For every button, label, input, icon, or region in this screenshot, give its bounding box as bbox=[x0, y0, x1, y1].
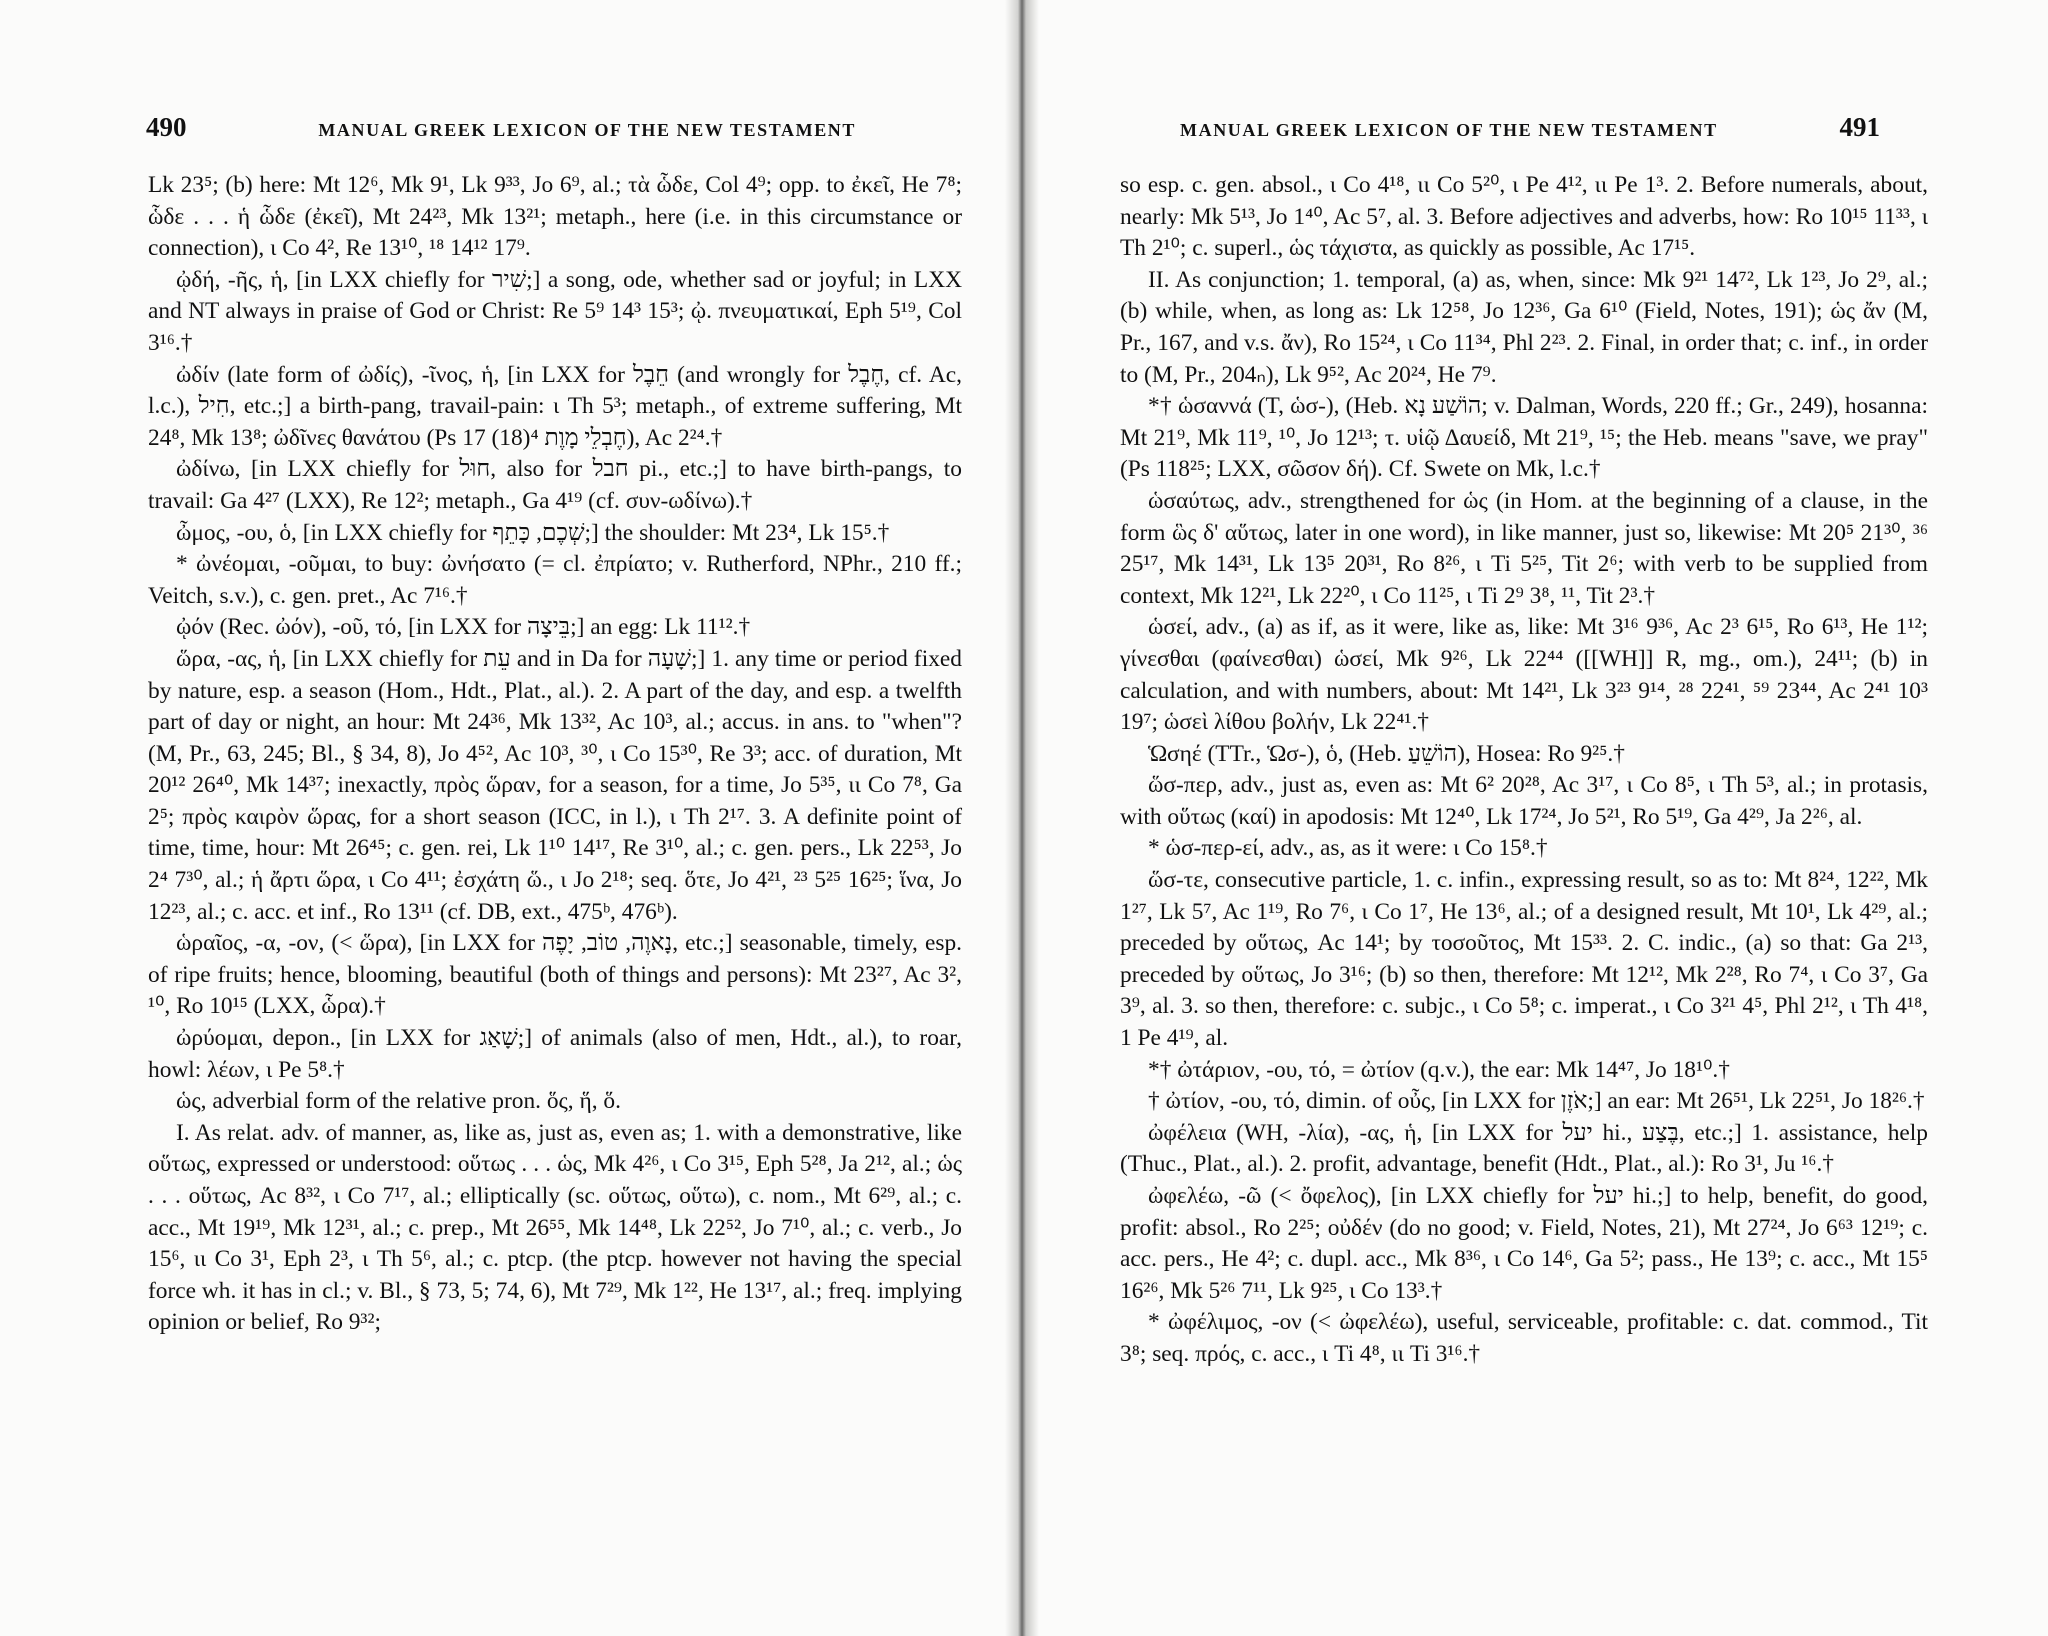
right-running-title: MANUAL GREEK LEXICON OF THE NEW TESTAMENT bbox=[1180, 120, 1718, 140]
entry-ode: ᾠδή, -ῆς, ἡ, [in LXX chiefly for שִׁיר;] a song, ode, whether sad or joyful; in LXX and NT always in praise of God or Christ: Re 5⁹ 14³ 15³; ᾠ. πνευματικαί, Eph 5¹⁹, Col 3¹⁶.† bbox=[148, 266, 962, 356]
entry-oryomai: ὠρύομαι, depon., [in LXX for שָׁאַג;] of animals (also of men, Hdt., al.), to roar, howl: λέων, ι Pe 5⁸.† bbox=[148, 1025, 962, 1083]
entry-hosanna: *† ὡσαννά (T, ὡσ-), (Heb. הוֹשַׁע נָא; v. Dalman, Words, 220 ff.; Gr., 249), hosanna: Mt 21⁹, Mk 11⁹, ¹⁰, Jo 12¹³; τ. υἱῷ Δαυείδ, Mt 21⁹, ¹⁵; the Heb. means "save, we pray" (Ps 118²⁵; LXX, σῶσον δή). Cf. Swete on Mk, l.c.† bbox=[1120, 393, 1928, 483]
right-page bbox=[1020, 0, 2048, 1636]
right-running-head bbox=[1180, 112, 1880, 152]
entry-hosei: ὡσεί, adv., (a) as if, as it were, like as, like: Mt 3¹⁶ 9³⁶, Ac 2³ 6¹⁵, Ro 6¹³, He 1¹²; γίνεσθαι (φαίνεσθαι) ὡσεί, Mk 9²⁶, Lk 22⁴⁴ ([[WH]] R, mg., om.), 24¹¹; (b) in calculation, and with numbers, about: Mt 14²¹, Lk 3²³ 9¹⁴, ²⁸ 22⁴¹, ⁵⁹ 23⁴⁴, Ac 2⁴¹ 10³ 19⁷; ὡσεὶ λίθου βολήν, Lk 22⁴¹.† bbox=[1120, 614, 1928, 736]
entry-odino: ὠδίνω, [in LXX chiefly for חוּל, also for חבל pi., etc.;] to have birth-pangs, to travail: Ga 4²⁷ (LXX), Re 12²; metaph., Ga 4¹⁹ (cf. συν-ωδίνω).† bbox=[148, 456, 962, 514]
left-running-head bbox=[146, 112, 856, 152]
left-page bbox=[0, 0, 1016, 1636]
entry-hosperei: * ὡσ-περ-εί, adv., as, as it were: ι Co 15⁸.† bbox=[1148, 835, 1548, 862]
entry-omos: ὦμος, -ου, ὁ, [in LXX chiefly for שְׁכֶם, כָּתֵף;] the shoulder: Mt 23⁴, Lk 15⁵.† bbox=[176, 519, 890, 546]
entry-hosautos: ὡσαύτως, adv., strengthened for ὡς (in Hom. at the beginning of a clause, in the form ὣς δ' αὕτως, later in one word), in like manner, just so, likewise: Mt 20⁵ 21³⁰, ³⁶ 25¹⁷, Mk 14³¹, Lk 13⁵ 20³¹, Ro 8²⁶, ι Ti 5²⁵, Tit 2⁶; with verb to be supplied from context, Mk 12²¹, Lk 22²⁰, ι Co 11²⁵, ι Ti 2⁹ 3⁸, ¹¹, Tit 2³.† bbox=[1120, 487, 1928, 609]
entry-oneomai: * ὠνέομαι, -οῦμαι, to buy: ὠνήσατο (= cl. ἐπρίατο; v. Rutherford, NPhr., 210 ff.; Veitch, s.v.), c. gen. pret., Ac 7¹⁶.† bbox=[148, 551, 962, 609]
entry-opheleia: ὠφέλεια (WH, -λία), -ας, ἡ, [in LXX for יעל hi., בֶּצַע, etc.;] 1. assistance, help (Thuc., Plat., al.). 2. profit, advantage, benefit (Hdt., Plat., al.): Ro 3¹, Ju ¹⁶.† bbox=[1120, 1119, 1928, 1178]
entry-odin: ὠδίν (late form of ὠδίς), -ῖνος, ἡ, [in LXX for חֵבֶל (and wrongly for חֶבֶל, cf. Ac, l.c.), חִיל, etc.;] a birth-pang, travail-pain: ι Th 5³; metaph., of extreme suffering, Mt 24⁸, Mk 13⁸; ὠδῖνες θανάτου (Ps 17 (18)⁴ חֶבְלֵי מָוֶת), Ac 2²⁴.† bbox=[148, 361, 963, 451]
entry-otion: † ὠτίον, -ου, τό, dimin. of οὖς, [in LXX for אֹזֶן;] an ear: Mt 26⁵¹, Lk 22⁵¹, Jo 18²⁶.† bbox=[1148, 1088, 1925, 1115]
right-page-number: 491 bbox=[1839, 112, 1880, 142]
entry-hos: ὡς, adverbial form of the relative pron. ὅς, ἥ, ὅ. bbox=[176, 1088, 621, 1115]
entry-oon: ᾠόν (Rec. ὠόν), -οῦ, τό, [in LXX for בֵּיצָה;] an egg: Lk 11¹².† bbox=[176, 614, 751, 641]
left-text-block bbox=[148, 170, 962, 1339]
entry-otarion: *† ὠτάριον, -ου, τό, = ὠτίον (q.v.), the ear: Mk 14⁴⁷, Jo 18¹⁰.† bbox=[1148, 1056, 1730, 1083]
entry-hos-section-1: I. As relat. adv. of manner, as, like as, just as, even as; 1. with a demonstrative, like οὕτως, expressed or understood: οὕτως . . . ὡς, Mk 4²⁶, ι Co 3¹⁵, Eph 5²⁸, Ja 2¹², al.; ὡς . . . οὕτως, Ac 8³², ι Co 7¹⁷, al.; elliptically (sc. οὕτως, οὕτω), c. nom., Mt 6²⁹, al.; c. acc., Mt 19¹⁹, Mk 12³¹, al.; c. prep., Mt 26⁵⁵, Mk 14⁴⁸, Lk 22⁵², Jo 7¹⁰, al.; c. verb., Jo 15⁶, ιι Co 3¹, Eph 2³, ι Th 5⁶, al.; c. ptcp. (the ptcp. however not having the special force wh. it has in cl.; v. Bl., § 73, 5; 74, 6), Mt 7²⁹, Mk 1²², He 13¹⁷, al.; freq. implying opinion or belief, Ro 9³²; bbox=[148, 1119, 962, 1336]
entry-hosea: Ὡσηέ (TTr., Ὡσ-), ὁ, (Heb. הוֹשֵׁעַ), Hosea: Ro 9²⁵.† bbox=[1148, 740, 1625, 767]
entry-continuation: Lk 23⁵; (b) here: Mt 12⁶, Mk 9¹, Lk 9³³, Jo 6⁹, al.; τὰ ὧδε, Col 4⁹; opp. to ἐκεῖ, He 7⁸; ὧδε . . . ἡ ὧδε (ἐκεῖ), Mt 24²³, Mk 13²¹; metaph., here (i.e. in this circumstance or connection), ι Co 4², Re 13¹⁰, ¹⁸ 14¹² 17⁹. bbox=[148, 172, 962, 262]
entry-horaios: ὡραῖος, -α, -ον, (< ὥρα), [in LXX for נָאוֶה, טוֹב, יָפֶה, etc.;] seasonable, timely, esp. of ripe fruits; hence, blooming, beautiful (both of things and persons): Mt 23²⁷, Ac 3², ¹⁰, Ro 10¹⁵ (LXX, ὧρα).† bbox=[148, 930, 962, 1020]
entry-hos-continuation: so esp. c. gen. absol., ι Co 4¹⁸, ιι Co 5²⁰, ι Pe 4¹², ιι Pe 1³. 2. Before numerals, about, nearly: Mk 5¹³, Jo 1⁴⁰, Ac 5⁷, al. 3. Before adjectives and adverbs, how: Ro 10¹⁵ 11³³, ι Th 2¹⁰; c. superl., ὡς τάχιστα, as quickly as possible, Ac 17¹⁵. bbox=[1120, 172, 1928, 262]
entry-ophelimos: * ὠφέλιμος, -ον (< ὠφελέω), useful, serviceable, profitable: c. dat. commod., Tit 3⁸; seq. πρός, c. acc., ι Ti 4⁸, ιι Ti 3¹⁶.† bbox=[1120, 1309, 1928, 1367]
right-text-block bbox=[1120, 170, 1928, 1371]
entry-hoste: ὥσ-τε, consecutive particle, 1. c. infin., expressing result, so as to: Mt 8²⁴, 12²², Mk 1²⁷, Lk 5⁷, Ac 1¹⁹, Ro 7⁶, ι Co 1⁷, He 13⁶, al.; of a designed result, Mt 10¹, Lk 4²⁹, al.; preceded by οὕτως, Ac 14¹; by τοσοῦτος, Mt 15³³. 2. C. indic., (a) so that: Ga 2¹³, preceded by οὕτως, Jo 3¹⁶; (b) so then, therefore: Mt 12¹², Mk 2²⁸, Ro 7⁴, ι Co 3⁷, Ga 3⁹, al. 3. so then, therefore: c. subjc., ι Co 5⁸; c. imperat., ι Co 3²¹ 4⁵, Phl 2¹², ι Th 4¹⁸, 1 Pe 4¹⁹, al. bbox=[1120, 867, 1928, 1052]
entry-hosper: ὥσ-περ, adv., just as, even as: Mt 6² 20²⁸, Ac 3¹⁷, ι Co 8⁵, ι Th 5³, al.; in protasis, with οὕτως (καί) in apodosis: Mt 12⁴⁰, Lk 17²⁴, Jo 5²¹, Ro 5¹⁹, Ga 4²⁹, Ja 2²⁶, al. bbox=[1120, 772, 1928, 830]
left-page-number: 490 bbox=[146, 112, 187, 142]
entry-hora: ὥρα, -ας, ἡ, [in LXX chiefly for עֵת and in Da for שָׁעָה;] 1. any time or period fixed by nature, esp. a season (Hom., Hdt., Plat., al.). 2. A part of the day, and esp. a twelfth part of day or night, an hour: Mt 24³⁶, Mk 13³², Ac 10³, al.; accus. in ans. to "when"? (M, Pr., 63, 245; Bl., § 34, 8), Jo 4⁵², Ac 10³, ³⁰, ι Co 15³⁰, Re 3³; acc. of duration, Mt 20¹² 26⁴⁰, Mk 14³⁷; inexactly, πρὸς ὥραν, for a season, for a time, Jo 5³⁵, ιι Co 7⁸, Ga 2⁵; πρὸς καιρὸν ὥρας, for a short season (ICC, in l.), ι Th 2¹⁷. 3. A definite point of time, time, hour: Mt 26⁴⁵; c. gen. rei, Lk 1¹⁰ 14¹⁷, Re 3¹⁰, al.; c. gen. pers., Lk 22⁵³, Jo 2⁴ 7³⁰, al.; ἡ ἄρτι ὥρα, ι Co 4¹¹; ἐσχάτη ὥ., ι Jo 2¹⁸; seq. ὅτε, Jo 4²¹, ²³ 5²⁵ 16²⁵; ἵνα, Jo 12²³, al.; c. acc. et inf., Ro 13¹¹ (cf. DB, ext., 475ᵇ, 476ᵇ). bbox=[148, 645, 962, 925]
entry-opheleo: ὠφελέω, -ῶ (< ὄφελος), [in LXX chiefly for יעל hi.;] to help, benefit, do good, profit: absol., Ro 2²⁵; οὐδέν (do no good; v. Field, Notes, 21), Mt 27²⁴, Jo 6⁶³ 12¹⁹; c. acc. pers., He 4²; c. dupl. acc., Mk 8³⁶, ι Co 14⁶, Ga 5²; pass., He 13⁹; c. acc., Mt 15⁵ 16²⁶, Mk 5²⁶ 7¹¹, Lk 9²⁵, ι Co 13³.† bbox=[1120, 1183, 1928, 1304]
entry-hos-section-2: II. As conjunction; 1. temporal, (a) as, when, since: Mk 9²¹ 14⁷², Lk 1²³, Jo 2⁹, al.; (b) while, when, as long as: Lk 12⁵⁸, Jo 12³⁶, Ga 6¹⁰ (Field, Notes, 191); ὡς ἄν (M, Pr., 167, and v.s. ἄν), Ro 15²⁴, ι Co 11³⁴, Phl 2²³. 2. Final, in order that; c. inf., in order to (M, Pr., 204ₙ), Lk 9⁵², Ac 20²⁴, He 7⁹. bbox=[1120, 266, 1928, 388]
left-running-title: MANUAL GREEK LEXICON OF THE NEW TESTAMENT bbox=[318, 120, 856, 140]
book-gutter bbox=[1005, 0, 1039, 1636]
